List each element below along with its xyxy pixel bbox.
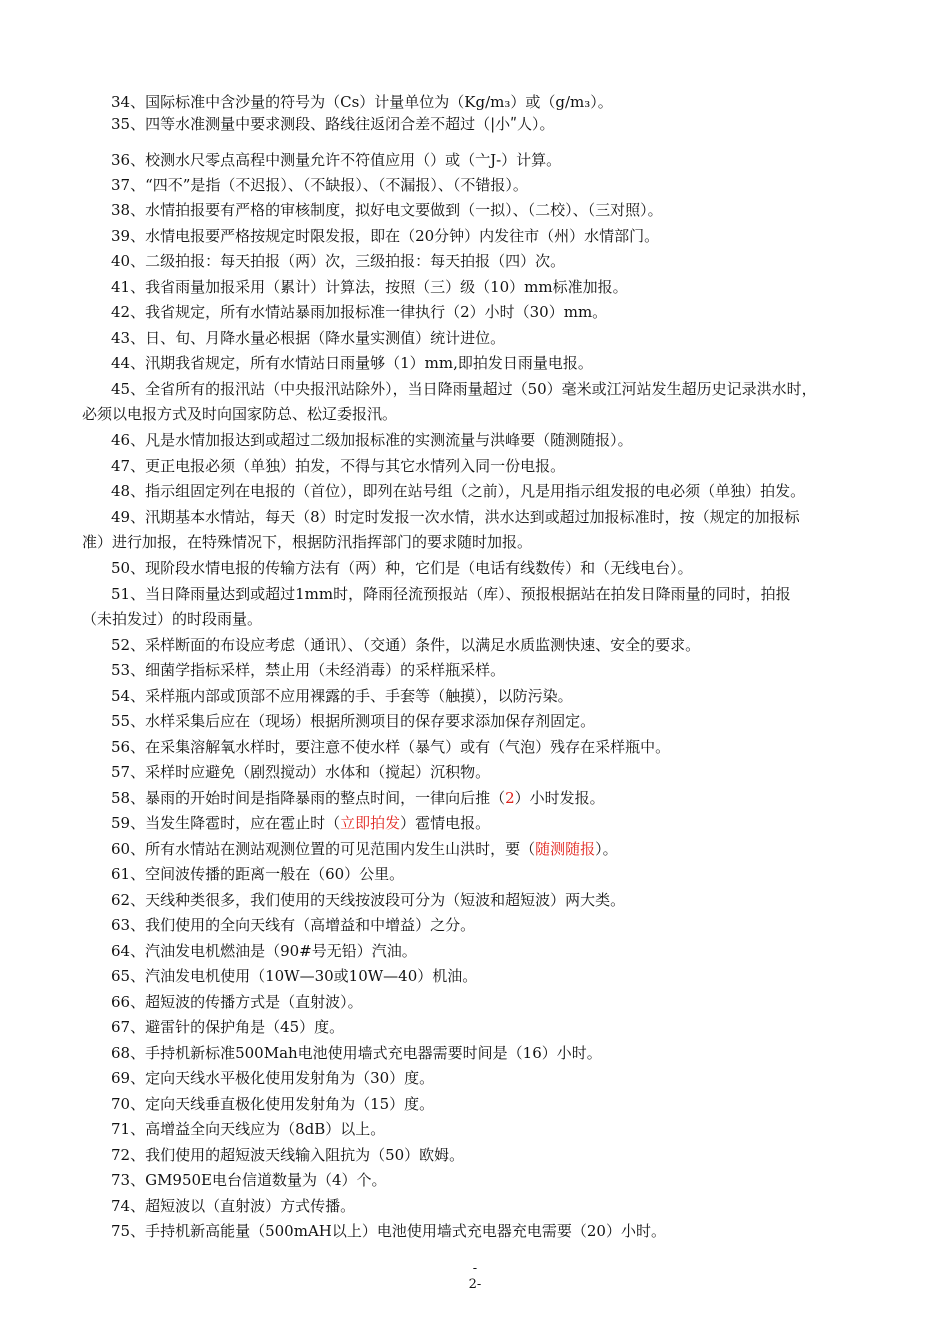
question-item xyxy=(0,992,950,1012)
question-item xyxy=(0,353,950,373)
question-text: ）雹情电报。 xyxy=(400,814,491,832)
question-item xyxy=(0,635,950,655)
question-item xyxy=(0,92,950,112)
question-text: 63、我们使用的全向天线有（高增益和中增益）之分。 xyxy=(111,916,476,934)
question-item xyxy=(0,175,950,195)
question-text: 74、超短波以（直射波）方式传播。 xyxy=(111,1197,356,1215)
question-item xyxy=(0,430,950,450)
question-item xyxy=(0,1221,950,1241)
question-item xyxy=(0,762,950,782)
question-item xyxy=(0,1145,950,1165)
question-item xyxy=(0,114,950,134)
question-text: 75、手持机新高能量（500mAH以上）电池使用墙式充电器充电需要（20）小时。 xyxy=(111,1222,666,1240)
question-text: ）小时发报。 xyxy=(514,789,605,807)
question-item xyxy=(0,456,950,476)
question-item xyxy=(0,302,950,322)
question-item xyxy=(0,1119,950,1139)
question-item xyxy=(0,941,950,961)
question-text: 46、凡是水情加报达到或超过二级加报标准的实测流量与洪峰要（随测随报）。 xyxy=(111,431,633,449)
question-item xyxy=(0,226,950,246)
question-text: 51、当日降雨量达到或超过1mm时，降雨径流预报站（库）、预报根据站在拍发日降雨量的同时，拍报 xyxy=(111,585,791,603)
question-text: 48、指示组固定列在电报的（首位），即列在站号组（之前），凡是用指示组发报的电必须（单独）拍发。 xyxy=(111,482,806,500)
question-text: 64、汽油发电机燃油是（90#号无铅）汽油。 xyxy=(111,942,417,960)
question-item xyxy=(0,481,950,501)
question-item xyxy=(0,150,950,170)
question-item xyxy=(0,737,950,757)
question-text: 65、汽油发电机使用（10W—30或10W—40）机油。 xyxy=(111,967,478,985)
question-item xyxy=(0,328,950,348)
question-item xyxy=(0,839,950,859)
question-continuation: 准）进行加报，在特殊情况下，根据防汛指挥部门的要求随时加报。 xyxy=(82,533,533,551)
question-item xyxy=(0,584,950,604)
question-text: 42、我省规定，所有水情站暴雨加报标准一律执行（2）小时（30）mm。 xyxy=(111,303,608,321)
question-item xyxy=(0,1094,950,1114)
question-item xyxy=(0,686,950,706)
question-item xyxy=(0,788,950,808)
question-text: 69、定向天线水平极化使用发射角为（30）度。 xyxy=(111,1069,435,1087)
question-text: 67、避雷针的保护角是（45）度。 xyxy=(111,1018,345,1036)
question-text: 50、现阶段水情电报的传输方法有（两）种，它们是（电话有线数传）和（无线电台）。 xyxy=(111,559,693,577)
question-item xyxy=(0,890,950,910)
question-item xyxy=(0,1170,950,1190)
question-text: 34、国际标准中含沙量的符号为（Cs）计量单位为（Kg/m₃）或（g/m₃）。 xyxy=(111,93,613,111)
question-item xyxy=(0,1068,950,1088)
question-text: 58、暴雨的开始时间是指降暴雨的整点时间，一律向后推（ xyxy=(111,789,506,807)
question-text: 44、汛期我省规定，所有水情站日雨量够（1）mm,即拍发日雨量电报。 xyxy=(111,354,593,372)
question-text: 70、定向天线垂直极化使用发射角为（15）度。 xyxy=(111,1095,435,1113)
question-item xyxy=(0,379,950,399)
question-item xyxy=(0,1043,950,1063)
question-text: 53、细菌学指标采样，禁止用（未经消毒）的采样瓶采样。 xyxy=(111,661,506,679)
question-text: 55、水样采集后应在（现场）根据所测项目的保存要求添加保存剂固定。 xyxy=(111,712,596,730)
question-item xyxy=(0,864,950,884)
question-text: 62、天线种类很多，我们使用的天线按波段可分为（短波和超短波）两大类。 xyxy=(111,891,626,909)
page-number: 2- xyxy=(468,1277,482,1292)
question-item xyxy=(0,813,950,833)
question-item xyxy=(0,711,950,731)
question-text: 43、日、旬、月降水量必根据（降水量实测值）统计进位。 xyxy=(111,329,506,347)
question-text: 66、超短波的传播方式是（直射波）。 xyxy=(111,993,363,1011)
question-text: 35、四等水准测量中要求测段、路线往返闭合差不超过（|小ʺ人）。 xyxy=(111,115,555,133)
question-text: 59、当发生降雹时，应在雹止时（ xyxy=(111,814,341,832)
question-text: 54、采样瓶内部或顶部不应用裸露的手、手套等（触摸），以防污染。 xyxy=(111,687,573,705)
question-item xyxy=(0,558,950,578)
question-text: 40、二级拍报：每天拍报（两）次，三级拍报：每天拍报（四）次。 xyxy=(111,252,566,270)
answer-highlight: 随测随报 xyxy=(535,840,596,858)
answer-highlight: 立即拍发 xyxy=(340,814,401,832)
question-item xyxy=(0,915,950,935)
question-item xyxy=(0,966,950,986)
question-text: 36、校测水尺零点高程中测量允许不符值应用（）或（亠J-）计算。 xyxy=(111,151,562,169)
question-text: 60、所有水情站在测站观测位置的可见范围内发生山洪时，要（ xyxy=(111,840,536,858)
question-text: 57、采样时应避免（剧烈搅动）水体和（搅起）沉积物。 xyxy=(111,763,491,781)
question-text: 41、我省雨量加报采用（累计）计算法，按照（三）级（10）mm标准加报。 xyxy=(111,278,628,296)
question-continuation: （未拍发过）的时段雨量。 xyxy=(82,610,263,628)
question-item xyxy=(0,200,950,220)
question-text: 52、采样断面的布设应考虑（通讯）、（交通）条件，以满足水质监测快速、安全的要求。 xyxy=(111,636,701,654)
answer-highlight: 2 xyxy=(505,789,515,807)
question-item xyxy=(0,1017,950,1037)
question-text: 37、“四不”是指（不迟报）、（不缺报）、（不漏报）、（不错报）。 xyxy=(111,176,528,194)
question-text: 68、手持机新标准500Mah电池使用墙式充电器需要时间是（16）小时。 xyxy=(111,1044,602,1062)
question-item xyxy=(0,1196,950,1216)
question-item xyxy=(0,507,950,527)
question-item xyxy=(0,251,950,271)
footer-dash: - xyxy=(472,1261,478,1276)
question-text: 72、我们使用的超短波天线输入阻抗为（50）欧姆。 xyxy=(111,1146,465,1164)
question-text: 61、空间波传播的距离一般在（60）公里。 xyxy=(111,865,405,883)
question-text: 45、全省所有的报汛站（中央报汛站除外），当日降雨量超过（50）毫米或江河站发生超历史记录洪水时， xyxy=(111,380,817,398)
question-text: 56、在采集溶解氧水样时，要注意不使水样（暴气）或有（气泡）残存在采样瓶中。 xyxy=(111,738,671,756)
question-text: 39、水情电报要严格按规定时限发报，即在（20分钟）内发往市（州）水情部门。 xyxy=(111,227,660,245)
question-text: 38、水情拍报要有严格的审核制度，拟好电文要做到（一拟）、（二校）、（三对照）。 xyxy=(111,201,663,219)
question-text: 73、GM950E电台信道数量为（4）个。 xyxy=(111,1171,387,1189)
question-text: 71、高增益全向天线应为（8dB）以上。 xyxy=(111,1120,386,1138)
question-text: 47、更正电报必须（单独）拍发，不得与其它水情列入同一份电报。 xyxy=(111,457,566,475)
question-text: ）。 xyxy=(595,840,618,858)
question-item xyxy=(0,277,950,297)
question-text: 49、汛期基本水情站，每天（8）时定时发报一次水情，洪水达到或超过加报标准时，按（规定的加报标 xyxy=(111,508,800,526)
question-continuation: 必须以电报方式及时向国家防总、松辽委报汛。 xyxy=(82,405,398,423)
question-item xyxy=(0,660,950,680)
